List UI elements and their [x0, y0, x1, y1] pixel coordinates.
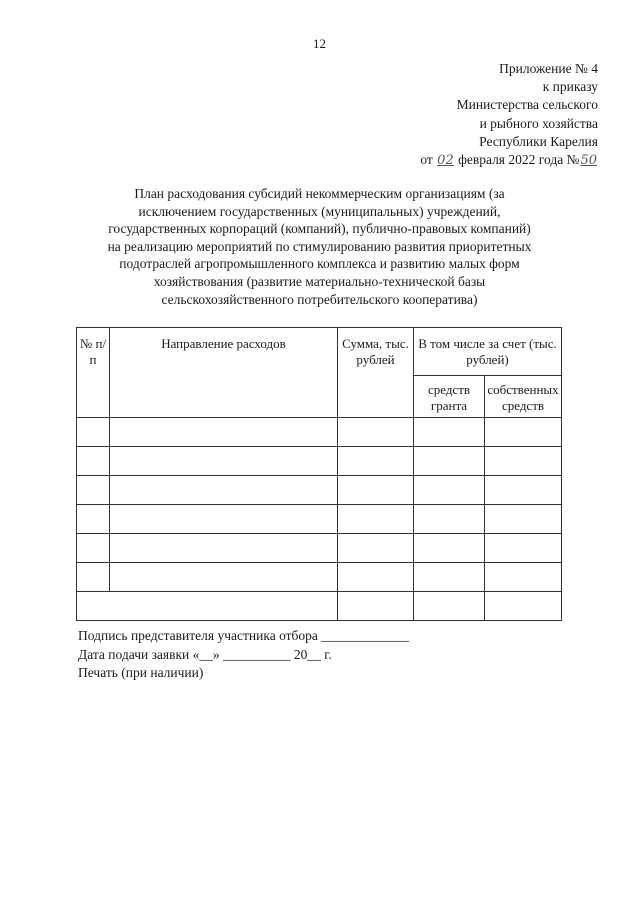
- appendix-line: к приказу: [542, 79, 598, 95]
- appendix-header: [420, 60, 598, 170]
- table-cell: [338, 418, 414, 447]
- header-num: № п/п: [77, 328, 110, 418]
- table-cell: [485, 447, 562, 476]
- title-line: подотраслей агропромышленного комплекса и развитию малых форм: [119, 256, 520, 272]
- total-sum-cell: [338, 592, 414, 621]
- document-title: [72, 185, 567, 308]
- table-cell: [110, 418, 338, 447]
- title-line: План расходования субсидий некоммерческим организациям (за: [134, 186, 505, 201]
- table-row: [77, 418, 562, 447]
- table-cell: [485, 563, 562, 592]
- table-cell: [485, 505, 562, 534]
- stamp-line: Печать (при наличии): [78, 665, 204, 680]
- total-grant-cell: [414, 592, 485, 621]
- table-cell: [485, 418, 562, 447]
- table-total-row: [77, 592, 562, 621]
- header-own-funds: собственных средств: [485, 376, 562, 418]
- table-cell: [485, 476, 562, 505]
- table-cell: [77, 476, 110, 505]
- table-cell: [414, 505, 485, 534]
- total-label-cell: [77, 592, 338, 621]
- table-cell: [414, 418, 485, 447]
- total-own-cell: [485, 592, 562, 621]
- order-date-prefix: от: [420, 152, 437, 168]
- appendix-line: Приложение № 4: [499, 61, 598, 76]
- table-cell: [338, 447, 414, 476]
- submission-date-line: Дата подачи заявки «__» __________ 20__ г.: [78, 646, 332, 662]
- table-cell: [414, 563, 485, 592]
- table-row: [77, 563, 562, 592]
- table-cell: [77, 534, 110, 563]
- title-line: хозяйствования (развитие материально-технической базы: [153, 273, 486, 289]
- table-row: [77, 447, 562, 476]
- header-grant: средств гранта: [414, 376, 485, 418]
- appendix-line: и рыбного хозяйства: [479, 115, 598, 131]
- table-cell: [338, 505, 414, 534]
- expense-plan-table: [76, 327, 562, 621]
- table-cell: [77, 505, 110, 534]
- table-cell: [110, 447, 338, 476]
- table-cell: [485, 534, 562, 563]
- title-line: на реализацию мероприятий по стимулированию развития приоритетных: [107, 238, 532, 254]
- table-row: [77, 505, 562, 534]
- header-direction: Направление расходов: [110, 328, 338, 418]
- order-date-middle: февраля 2022 года №: [454, 152, 580, 168]
- page-number: 12: [313, 36, 326, 51]
- table-cell: [110, 505, 338, 534]
- table-row: [77, 534, 562, 563]
- table-cell: [110, 476, 338, 505]
- table-cell: [77, 563, 110, 592]
- table-cell: [110, 563, 338, 592]
- title-line: сельскохозяйственного потребительского кооператива): [161, 291, 478, 307]
- table-cell: [414, 447, 485, 476]
- title-line: исключением государственных (муниципальных) учреждений,: [138, 203, 501, 219]
- header-sum: Сумма, тыс. рублей: [338, 328, 414, 418]
- table-cell: [338, 534, 414, 563]
- table-cell: [77, 447, 110, 476]
- order-number: 50: [580, 153, 597, 169]
- table-cell: [77, 418, 110, 447]
- title-line: государственных корпораций (компаний), публично-правовых компаний): [108, 221, 531, 237]
- table-cell: [414, 534, 485, 563]
- footer-block: [78, 627, 409, 683]
- table-cell: [338, 563, 414, 592]
- order-date-day: 02: [437, 153, 454, 169]
- table-cell: [338, 476, 414, 505]
- appendix-line: Республики Карелия: [479, 133, 598, 149]
- table-row: [77, 476, 562, 505]
- table-cell: [414, 476, 485, 505]
- table-cell: [110, 534, 338, 563]
- order-date-line: [420, 151, 598, 170]
- signature-line: Подпись представителя участника отбора _____________: [78, 628, 410, 643]
- appendix-line: Министерства сельского: [456, 97, 598, 113]
- header-including: В том числе за счет (тыс. рублей): [414, 328, 562, 376]
